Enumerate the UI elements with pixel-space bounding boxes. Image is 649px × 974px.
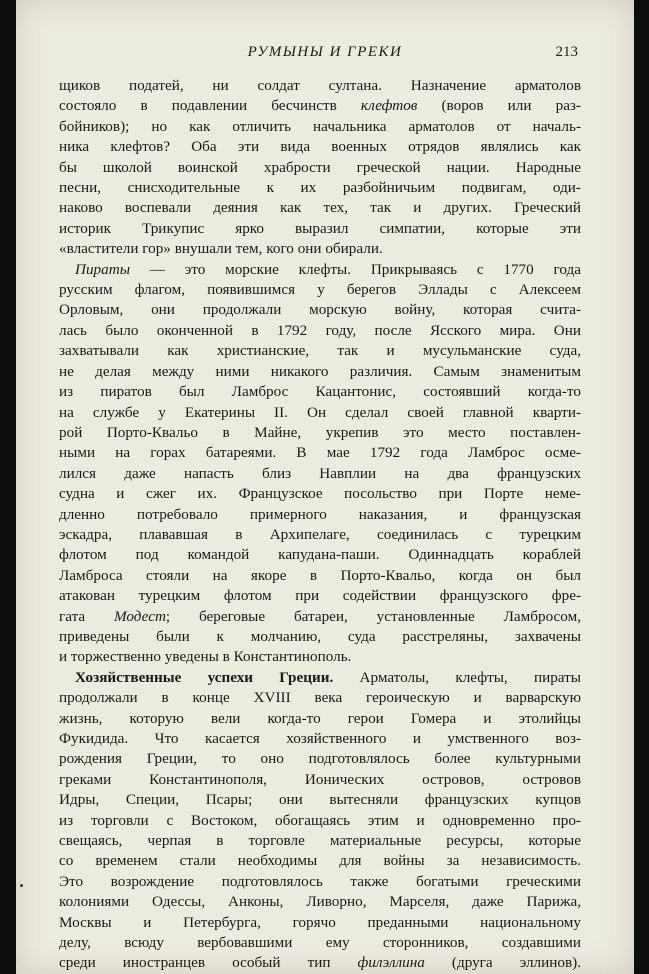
text-line: историк Трикупис ярко выразил симпатии, которые эти [59, 219, 581, 237]
text-line: захватывали как христианские, так и мусульманские суда, [59, 342, 581, 360]
text-line: лась было оконченной в 1792 году, после Ясского мира. Они [59, 321, 581, 339]
text-line: со временем стали необходимы для войны за независимость. [59, 852, 581, 870]
text-line: из пиратов был Ламброс Кацантонис, состоявший когда-то [59, 383, 581, 401]
text-line: дленно потребовало примерного наказания, и французская [59, 505, 581, 523]
text-line: продолжали в конце XVIII века героическую и варварскую [59, 689, 581, 707]
body-text [59, 76, 581, 974]
text-line: Идры, Специи, Псары; они вытесняли французских купцов [59, 791, 581, 809]
book-page [16, 0, 634, 974]
text-line: русским флагом, появившимся у берегов Эллады с Алексеем [59, 281, 581, 299]
text-line: Ламброса стояли на якоре в Порто-Квальо, когда он был [59, 566, 581, 584]
text-line: колониями Одессы, Анконы, Ливорно, Марселя, даже Парижа, [59, 893, 581, 911]
margin-speck [20, 884, 23, 887]
text-line: жизнь, которую вели когда-то герои Гомера и этолийцы [59, 709, 581, 727]
running-title: РУМЫНЫ И ГРЕКИ [247, 44, 403, 60]
italic-term: филэллина [357, 954, 425, 972]
text-line: судна и сжег их. Французское посольство при Порте неме- [59, 485, 581, 503]
text-line: ными на горах батареями. В мае 1792 года Ламброс осме- [59, 444, 581, 462]
text-line: состояло в подавлении бесчинств клефтов (воров или раз- [59, 97, 581, 115]
text-line: делу, всюду вербовавшими ему сторонников, создавшими [59, 934, 581, 952]
text-line: бы школой воинской храбрости греческой нации. Народные [59, 158, 581, 176]
text-line: из торговли с Востоком, обогащаясь этим и одновременно про- [59, 811, 581, 829]
text-line: ника клефтов? Оба эти вида военных отрядов являлись как [59, 138, 581, 156]
text-line: щиков податей, ни солдат султана. Назначение арматолов [59, 77, 581, 94]
text-line: Пираты — это морские клефты. Прикрываясь с 1770 года [75, 260, 581, 278]
italic-term: клефтов [360, 97, 418, 115]
text-line: приведены были к молчанию, суда расстреляны, захвачены [59, 627, 581, 645]
text-line: и торжественно уведены в Константинополь. [59, 648, 352, 666]
text-line: греками Константинополя, Ионических островов, островов [59, 770, 581, 788]
section-heading: Хозяйственные успехи Греции. [75, 668, 334, 686]
italic-heading: Пираты [75, 260, 131, 278]
text-line: песни, снисходительные к их разбойничьим подвигам, оди- [59, 179, 581, 197]
page-number: 213 [555, 44, 578, 60]
text-line: на службе у Екатерины II. Он сделал своей главной кварти- [59, 403, 581, 421]
text-line: «властители гор» внушали тем, кого они обирали. [59, 240, 383, 258]
text-line: Фукидида. Что касается хозяйственного и умственного воз- [59, 730, 581, 747]
text-line: Москвы и Петербурга, горячо преданными национальному [59, 913, 581, 931]
text-line: Орловым, они продолжали морскую войну, которая счита- [59, 301, 581, 319]
text-line: лился даже напасть близ Навплии на два французских [59, 464, 581, 482]
page-header [16, 44, 634, 68]
text-line: наково воспевали деяния как тех, так и других. Греческий [59, 199, 581, 217]
text-line: свещаясь, черпая в торговле материальные ресурсы, которые [59, 832, 581, 850]
text-line: гата Модест; береговые батареи, установленные Ламбросом, [59, 607, 581, 625]
text-line: атакован турецким флотом при содействии французского фре- [59, 587, 581, 605]
text-line: среди иностранцев особый тип филэллина (друга эллинов). [59, 954, 581, 972]
text-line: рой Порто-Квальо в Майне, укрепив это место поставлен- [59, 423, 581, 441]
text-line: не делая между ними никакого различия. Самым знаменитым [59, 362, 581, 380]
text-line: флотом под командой капудана-паши. Одиннадцать кораблей [59, 546, 581, 564]
text-line: бойников); но как отличить начальника арматолов от началь- [59, 117, 581, 135]
text-line: рождения Греции, то оно подготовлялось более культурными [59, 750, 581, 768]
text-line: эскадра, плававшая в Архипелаге, соединилась с турецким [59, 525, 581, 543]
text-line: Хозяйственные успехи Греции. Арматолы, клефты, пираты [75, 668, 581, 686]
ship-name: Модест [113, 607, 166, 625]
text-line: Это возрождение подготовлялось также богатыми греческими [59, 872, 581, 890]
